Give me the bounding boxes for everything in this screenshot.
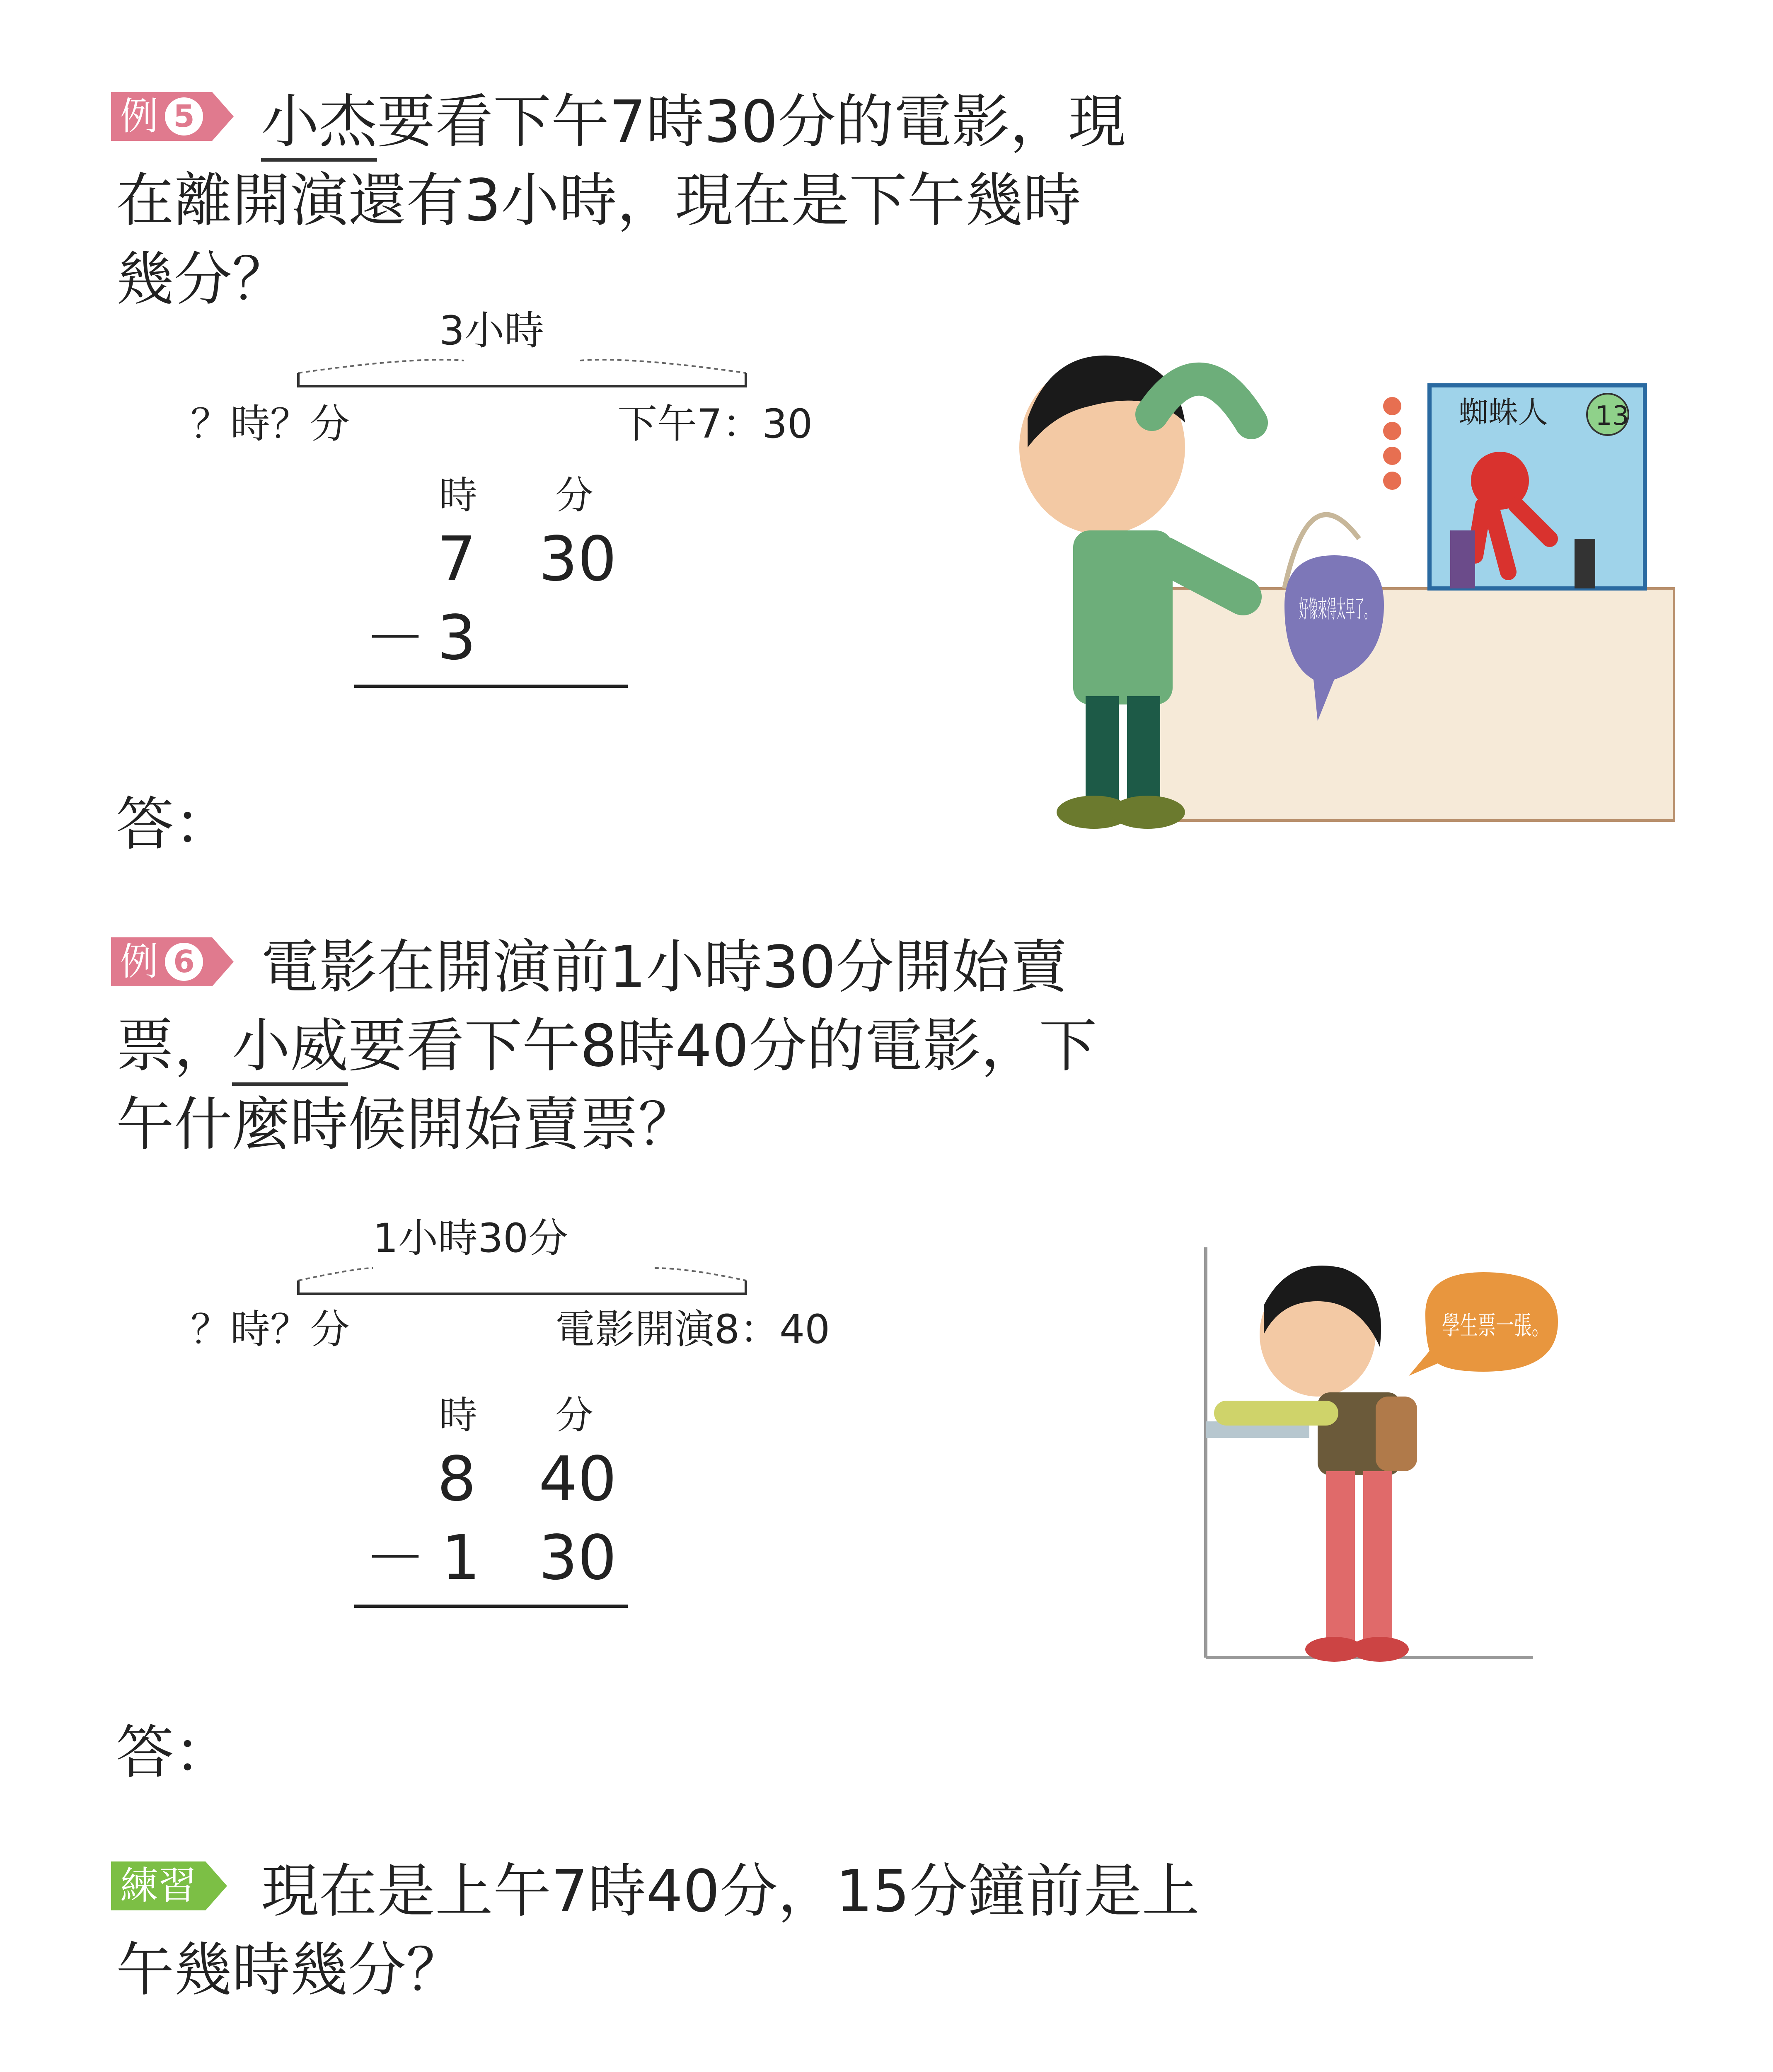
example-6-bubble-text: 學生票一張。 <box>1442 1310 1550 1341</box>
example-5-question-line-3: 幾分？ <box>116 246 290 313</box>
example-5-span-brace <box>290 348 754 390</box>
example-5-minus-sign: － <box>365 602 426 673</box>
practice-tag-arrow <box>206 1861 227 1910</box>
example-6-name-xiaowei: 小威 <box>232 1012 348 1086</box>
example-6-tag-box <box>111 937 212 986</box>
example-5-tag <box>111 92 234 141</box>
example-6-illustration <box>1193 1239 1566 1666</box>
example-5-col-hour: 時 <box>439 473 478 518</box>
example-6-minus-sign: － <box>365 1522 426 1593</box>
practice-tag-box <box>111 1861 206 1910</box>
example-5-bubble-text: 好像來得太早了。 <box>1299 595 1374 623</box>
example-5-col-minute: 分 <box>555 473 594 518</box>
example-6-row2-minute: 30 <box>539 1522 617 1593</box>
example-6-question-line-2-rest: 要看下午8時40分的電影，下 <box>348 1012 1097 1080</box>
example-5-movie-time: 下午7：30 <box>617 401 813 447</box>
example-6-span-label: 1小時30分 <box>373 1215 568 1261</box>
example-5-sum-line <box>354 685 628 688</box>
example-5-name-xiaojie: 小杰 <box>261 88 377 162</box>
example-6-tag-label: 例 <box>120 939 159 984</box>
example-5-row1-minute: 30 <box>539 523 617 595</box>
example-5-tag-box <box>111 92 212 141</box>
practice-question-line-2: 午幾時幾分？ <box>116 1936 464 2004</box>
example-5-tag-arrow <box>212 92 234 141</box>
poster-title: 蜘蛛人 <box>1459 395 1548 430</box>
poster-side-tags <box>1383 397 1401 490</box>
example-5-row2-hour: 3 <box>437 602 477 673</box>
practice-tag <box>111 1861 227 1910</box>
example-6-question-line-1: 電影在開演前1小時30分開始賣 <box>261 934 1068 1001</box>
example-5-row1-hour: 7 <box>437 523 477 595</box>
poster-number: 13 <box>1595 401 1629 431</box>
example-6-tag-number: 6 <box>165 943 203 981</box>
example-6-row2-hour: 1 <box>441 1522 481 1593</box>
example-6-tag <box>111 937 234 986</box>
example-6-col-hour: 時 <box>439 1393 478 1438</box>
example-6-row1-hour: 8 <box>437 1443 477 1515</box>
example-5-start-time: ？時？分 <box>191 401 350 447</box>
practice-tag-label: 練習 <box>120 1864 197 1908</box>
example-5-question-line-1-rest: 要看下午7時30分的電影，現 <box>377 88 1126 156</box>
example-5-tag-number: 5 <box>165 97 203 136</box>
example-6-sum-line <box>354 1605 628 1608</box>
example-5-question-line-1 <box>261 88 1126 156</box>
example-6-question-line-2-pre: 票， <box>116 1012 232 1080</box>
example-5-illustration <box>1028 323 1674 837</box>
example-6-tag-arrow <box>212 937 234 986</box>
example-5-span-label: 3小時 <box>439 307 544 354</box>
example-6-movie-time: 電影開演8：40 <box>555 1306 830 1353</box>
practice-question-line-1: 現在是上午7時40分，15分鐘前是上 <box>261 1858 1200 1925</box>
example-6-answer-label: 答： <box>116 1719 232 1786</box>
example-5-tag-label: 例 <box>120 94 159 138</box>
example-5-answer-label: 答： <box>116 791 232 858</box>
example-6-start-time: ？時？分 <box>191 1306 350 1353</box>
example-6-question-line-2 <box>116 1012 1097 1080</box>
example-6-col-minute: 分 <box>555 1393 594 1438</box>
example-6-row1-minute: 40 <box>539 1443 617 1515</box>
example-6-span-brace <box>290 1256 754 1297</box>
example-5-question-line-2: 在離開演還有3小時，現在是下午幾時 <box>116 167 1081 235</box>
example-6-question-line-3: 午什麼時候開始賣票？ <box>116 1091 697 1159</box>
